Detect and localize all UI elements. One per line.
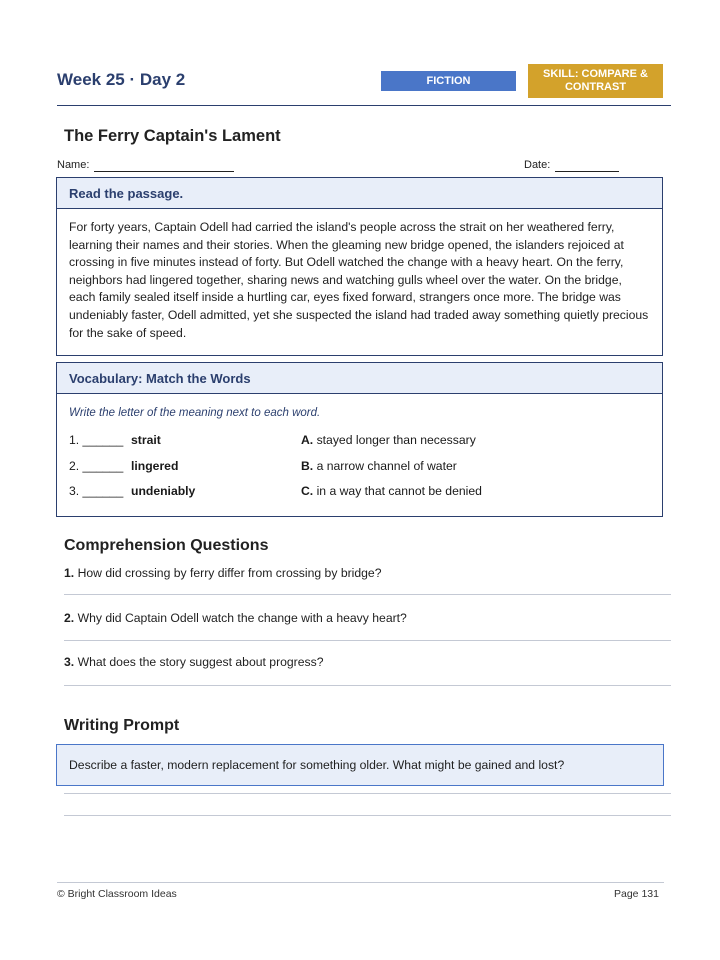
vocabulary-instruction: Write the letter of the meaning next to each word. [69, 407, 321, 419]
vocab-row [69, 433, 649, 451]
answer-line[interactable] [64, 815, 671, 816]
vocab-word: strait [131, 433, 161, 447]
footer-publisher: © Bright Classroom Ideas [57, 888, 177, 900]
vocab-letter: C. [301, 484, 314, 498]
question-number: 1. [64, 566, 75, 580]
question-text: What does the story suggest about progress? [77, 655, 324, 669]
vocab-answer-blank[interactable]: 3. ______ [69, 484, 124, 498]
answer-line[interactable] [64, 640, 671, 641]
vocab-meaning [301, 459, 457, 473]
vocab-meaning-text: a narrow channel of water [316, 459, 457, 473]
vocab-meaning [301, 433, 476, 447]
answer-line[interactable] [64, 594, 671, 595]
date-field-line[interactable] [555, 171, 619, 172]
vocab-answer-blank[interactable]: 1. ______ [69, 433, 124, 447]
header-divider [57, 105, 671, 106]
genre-badge: FICTION [381, 71, 516, 91]
question [64, 611, 407, 625]
question-number: 2. [64, 611, 75, 625]
vocab-meaning [301, 484, 482, 498]
page-header-title: Week 25 · Day 2 [57, 70, 186, 89]
passage-text: For forty years, Captain Odell had carried the island's people across the strait on her weathered ferry, learning their names and their stories. When the gleaming new bridge opened, the islanders rejoiced at crossing in five minutes instead of forty. But Odell watched the change with a heavy heart. On the ferry, neighbors had lingered together, sharing news and watching gulls wheel over the water. On the bridge, each family sealed itself inside a hurtling car, eyes fixed forward, strangers once more. The bridge was undeniably faster, Odell admitted, yet she suspected the island had traded away something quietly precious for the sake of speed. [69, 220, 649, 340]
name-label: Name: [57, 159, 90, 171]
vocabulary-box [56, 362, 663, 517]
vocabulary-heading: Vocabulary: Match the Words [57, 363, 662, 394]
vocab-row [69, 459, 649, 477]
name-field-line[interactable] [94, 171, 234, 172]
vocab-letter: B. [301, 459, 314, 473]
question-text: Why did Captain Odell watch the change with a heavy heart? [77, 611, 407, 625]
page-number: Page 131 [614, 888, 659, 900]
worksheet-title: The Ferry Captain's Lament [64, 127, 281, 145]
vocab-letter: A. [301, 433, 314, 447]
question-text: How did crossing by ferry differ from crossing by bridge? [77, 566, 382, 580]
vocab-row [69, 484, 649, 502]
vocab-answer-blank[interactable]: 2. ______ [69, 459, 124, 473]
question [64, 566, 381, 580]
answer-line[interactable] [64, 793, 671, 794]
date-label: Date: [524, 159, 551, 171]
passage-heading: Read the passage. [57, 178, 662, 209]
question-number: 3. [64, 655, 75, 669]
vocab-word: lingered [131, 459, 179, 473]
answer-line[interactable] [64, 685, 671, 686]
vocab-meaning-text: stayed longer than necessary [316, 433, 476, 447]
footer-divider [57, 882, 664, 883]
vocab-word: undeniably [131, 484, 196, 498]
writing-heading: Writing Prompt [64, 717, 180, 734]
vocab-meaning-text: in a way that cannot be denied [316, 484, 482, 498]
passage-box [56, 177, 663, 356]
comprehension-heading: Comprehension Questions [64, 537, 269, 554]
question [64, 655, 324, 669]
writing-prompt-box: Describe a faster, modern replacement for something older. What might be gained and lost? [56, 744, 664, 786]
skill-badge: SKILL: COMPARE & CONTRAST [528, 64, 663, 98]
